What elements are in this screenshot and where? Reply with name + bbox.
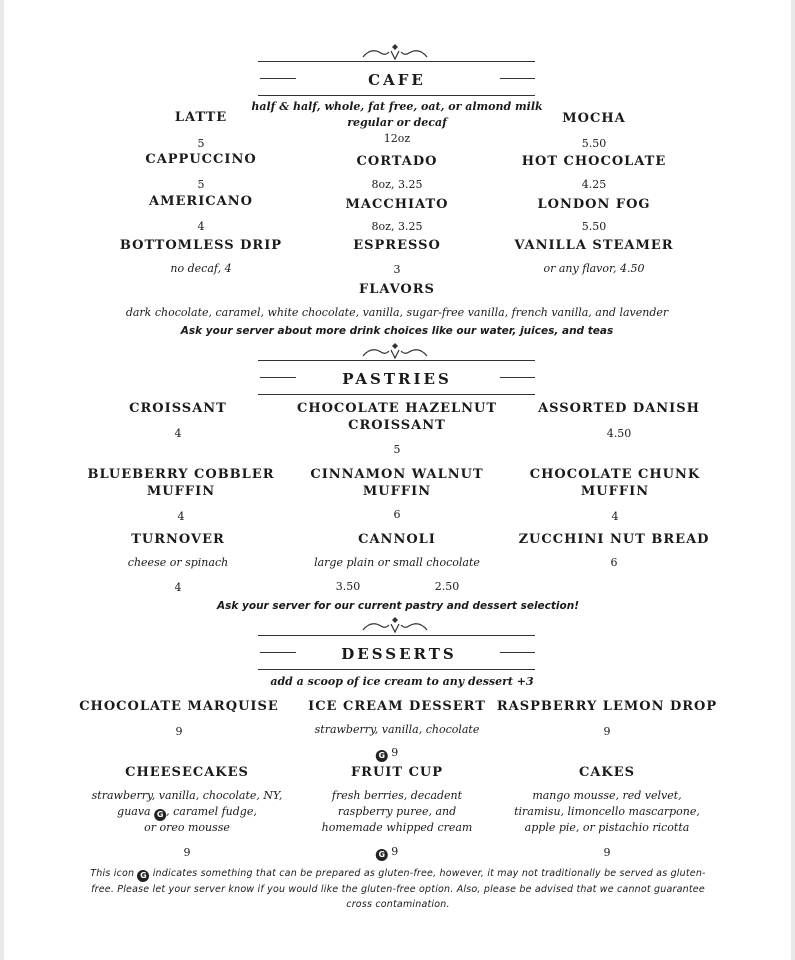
pastries-title: PASTRIES — [342, 370, 452, 388]
item-desc: tiramisu, limoncello mascarpone, — [514, 805, 700, 818]
gluten-free-disclaimer — [90, 866, 706, 912]
item-name: MACCHIATO — [345, 197, 449, 212]
flavors-title: FLAVORS — [359, 282, 435, 297]
header-rule-bottom — [258, 669, 535, 670]
item-price: 5.50 — [581, 137, 607, 150]
flourish-ornament-icon — [355, 341, 435, 361]
item-desc: fresh berries, decadent — [331, 789, 463, 802]
header-rule-top — [258, 360, 535, 361]
item-name: RASPBERRY LEMON DROP — [496, 699, 718, 714]
item-name: TURNOVER — [131, 532, 225, 547]
disclaimer-text: indicates something that can be prepared as gluten-free, however, it may not traditionally be served as gluten-free. Please let your server know if you would like the gluten-free option. Also, please be advised that we cannot guarantee cross contamination. — [91, 868, 706, 910]
size-note: 12oz — [383, 132, 411, 145]
header-rule-right — [500, 78, 535, 79]
item-name: CHOCOLATE MARQUISE — [79, 699, 279, 714]
item-name: MOCHA — [562, 111, 626, 126]
item-price-small: 2.50 — [434, 580, 460, 593]
item-name: BOTTOMLESS DRIP — [119, 238, 283, 253]
item-name: VANILLA STEAMER — [514, 238, 674, 253]
item-desc: strawberry, vanilla, chocolate — [314, 723, 480, 736]
item-price: or any flavor, 4.50 — [543, 262, 645, 275]
item-desc: or oreo mousse — [144, 821, 230, 834]
item-price: 6 — [393, 508, 401, 521]
item-price: 4 — [174, 427, 182, 440]
flourish-ornament-icon — [355, 615, 435, 635]
header-rule-left — [260, 377, 296, 378]
item-desc: large plain or small chocolate — [314, 556, 480, 569]
item-price: 5 — [197, 178, 205, 191]
gluten-free-icon: G — [376, 849, 388, 861]
header-rule-right — [500, 652, 535, 653]
flavors-list: dark chocolate, caramel, white chocolate, vanilla, sugar-free vanilla, french vanilla, and lavender — [125, 306, 669, 319]
item-price: 4 — [177, 510, 185, 523]
item-price: 5 — [197, 137, 205, 150]
header-rule-right — [500, 377, 535, 378]
pastry-note: Ask your server for our current pastry and dessert selection! — [217, 600, 579, 612]
item-name: ZUCCHINI NUT BREAD — [518, 532, 710, 547]
item-price-row — [376, 845, 399, 861]
item-name: CHOCOLATE CHUNK MUFFIN — [529, 467, 701, 499]
item-price: 9 — [603, 846, 611, 859]
item-price: 3.50 — [335, 580, 361, 593]
item-name: ASSORTED DANISH — [538, 401, 700, 416]
gluten-free-icon: G — [137, 870, 149, 882]
item-name: CANNOLI — [358, 532, 436, 547]
item-price: 8oz, 3.25 — [371, 178, 423, 191]
item-desc: raspberry puree, and — [337, 805, 457, 818]
item-name: CINNAMON WALNUT MUFFIN — [310, 467, 484, 499]
item-desc-part: , caramel fudge, — [166, 805, 257, 818]
item-price: 9 — [391, 845, 399, 858]
item-price: 9 — [175, 725, 183, 738]
gluten-free-icon: G — [376, 750, 388, 762]
item-price-row — [376, 746, 399, 762]
decaf-note: regular or decaf — [347, 116, 447, 129]
item-name: CORTADO — [356, 154, 438, 169]
item-desc: strawberry, vanilla, chocolate, NY, — [91, 789, 283, 802]
header-rule-bottom — [258, 394, 535, 395]
item-name: LATTE — [174, 110, 228, 125]
item-price: 5.50 — [581, 220, 607, 233]
item-name: HOT CHOCOLATE — [521, 154, 667, 169]
item-desc: cheese or spinach — [127, 556, 229, 569]
page-edge-right — [791, 0, 795, 960]
item-desc: apple pie, or pistachio ricotta — [524, 821, 690, 834]
item-name: LONDON FOG — [537, 197, 651, 212]
item-name: ICE CREAM DESSERT — [308, 699, 486, 714]
header-rule-top — [258, 635, 535, 636]
cafe-title: CAFE — [368, 71, 426, 89]
item-desc: homemade whipped cream — [321, 821, 473, 834]
item-name: CROISSANT — [129, 401, 227, 416]
item-price: 4 — [197, 220, 205, 233]
item-name: CHEESECAKES — [125, 765, 249, 780]
item-price: 9 — [603, 725, 611, 738]
desserts-title: DESSERTS — [341, 645, 457, 663]
item-price: 6 — [610, 556, 618, 569]
item-desc — [117, 804, 257, 821]
item-price: 9 — [183, 846, 191, 859]
item-price: 4.25 — [581, 178, 607, 191]
ice-cream-note: add a scoop of ice cream to any dessert +3 — [270, 675, 534, 688]
item-price: no decaf, 4 — [170, 262, 232, 275]
item-desc: mango mousse, red velvet, — [532, 789, 682, 802]
header-rule-top — [258, 61, 535, 62]
item-price: 5 — [393, 443, 401, 456]
drinks-note: Ask your server about more drink choices like our water, juices, and teas — [180, 325, 614, 337]
item-price: 4 — [611, 510, 619, 523]
header-rule-left — [260, 78, 296, 79]
item-name: CAPPUCCINO — [145, 152, 257, 167]
header-rule-bottom — [258, 95, 535, 96]
item-price: 9 — [391, 746, 399, 759]
item-price: 8oz, 3.25 — [371, 220, 423, 233]
item-name: CHOCOLATE HAZELNUT CROISSANT — [296, 401, 498, 433]
header-rule-left — [260, 652, 296, 653]
item-price: 4 — [174, 581, 182, 594]
page-edge-left — [0, 0, 4, 960]
item-desc-part: guava — [117, 805, 151, 818]
item-name: CAKES — [578, 765, 636, 780]
item-name: FRUIT CUP — [350, 765, 444, 780]
gluten-free-icon: G — [154, 809, 166, 821]
item-name: BLUEBERRY COBBLER MUFFIN — [87, 467, 275, 499]
item-price: 3 — [393, 263, 401, 276]
item-price: 4.50 — [606, 427, 632, 440]
item-name: AMERICANO — [149, 194, 253, 209]
flourish-ornament-icon — [355, 42, 435, 62]
milk-note: half & half, whole, fat free, oat, or almond milk — [251, 100, 543, 113]
item-name: ESPRESSO — [353, 238, 441, 253]
disclaimer-text: This icon — [90, 868, 135, 879]
